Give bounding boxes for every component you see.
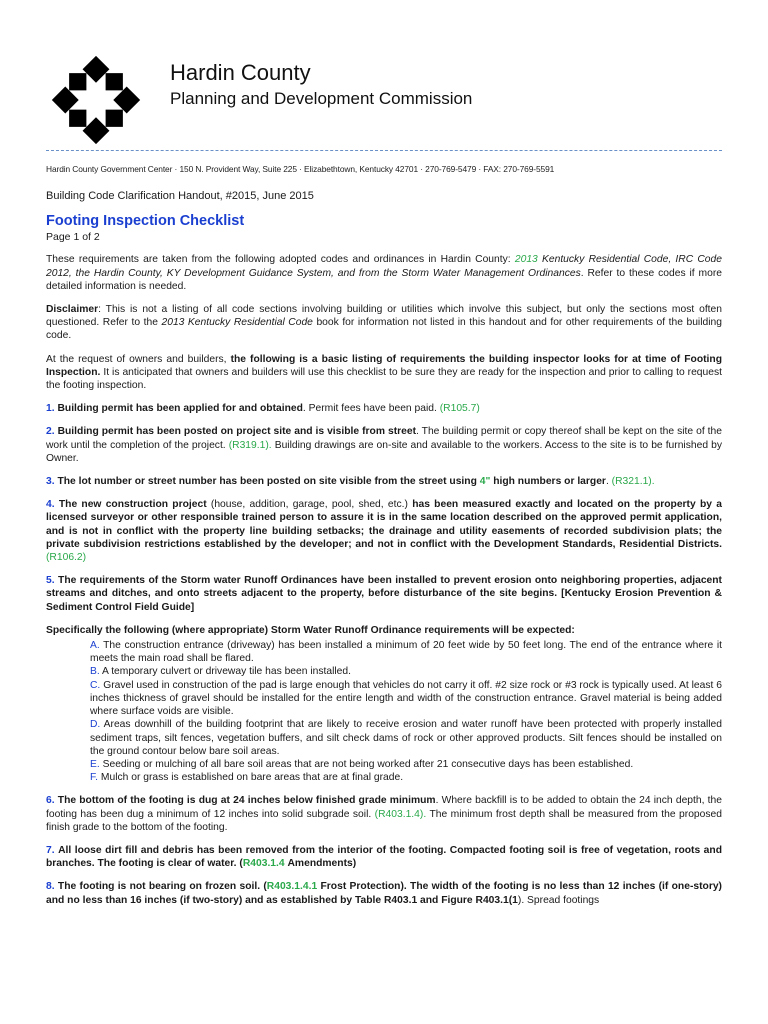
sublist-item: F. Mulch or grass is established on bare areas that are at final grade.	[90, 772, 404, 784]
sublist-item: A. The construction entrance (driveway) has been installed a minimum of 20 feet wide by 50 feet long. The end of the entrance where it meets the main road shall be flared.	[90, 640, 722, 665]
page-number: Page 1 of 2	[46, 231, 100, 244]
checklist-item-2: 2. Building permit has been posted on project site and is visible from street. The building permit or copy thereof shall be kept on the site of the work until the completion of the project. (R319.1). Building drawings are on-site and available to the workers. Access to the site is to be furnished by Owner.	[46, 426, 722, 464]
org-name: Hardin County	[170, 60, 311, 85]
request-paragraph: At the request of owners and builders, the following is a basic listing of requirements the building inspector looks for at time of Footing Inspection. It is anticipated that owners and builders will use this checklist to be sure they are ready for the inspection and prior to calling to request the footing inspection.	[46, 353, 722, 392]
county-logo-icon	[48, 52, 144, 148]
address-line: Hardin County Government Center · 150 N. Provident Way, Suite 225 · Elizabethtown, Kentucky 42701 · 270-769-5479 · FAX: 270-769-5591	[46, 164, 555, 174]
handout-label: Building Code Clarification Handout, #2015, June 2015	[46, 190, 314, 202]
storm-water-sublist	[90, 639, 722, 784]
checklist-item-8: 8. The footing is not bearing on frozen soil. (R403.1.4.1 Frost Protection). The width of the footing is no less than 12 inches (if one-story) and no less than 16 inches (if two-story) and as established by Table R403.1 and Figure R403.1(1). Spread footings	[46, 881, 722, 906]
code-year: 2013	[514, 254, 538, 266]
checklist-item-7: 7. All loose dirt fill and debris has been removed from the interior of the footing. Compacted footing soil is free of vegetation, roots and branches. The footing is clear of water. (R403.1.4 Amendments)	[46, 844, 722, 870]
checklist-item-5: 5. The requirements of the Storm water Runoff Ordinances have been installed to prevent erosion onto neighboring properties, adjacent streams and ditches, and onto streets adjacent to the property, before disturbance of the site begins. [Kentucky Erosion Prevention & Sediment Control Field Guide]	[46, 575, 722, 613]
sublist-item: B. A temporary culvert or driveway tile has been installed.	[90, 666, 351, 678]
disclaimer-paragraph: Disclaimer: This is not a listing of all code sections involving building or utilities which involve this subject, but only the sections most often questioned. Refer to the 2013 Kentucky Residential Code book for information not listed in this handout and for other requirements of the building code.	[46, 304, 722, 342]
document-title: Footing Inspection Checklist	[46, 213, 245, 230]
sublist-item: C. Gravel used in construction of the pad is large enough that vehicles do not carry it off. #2 size rock or #3 rock is typically used. At least 6 inches thickness of gravel should be installed for the entire length and width of the construction entrance. Gravel material is being added where surface voids are visible.	[90, 679, 722, 718]
checklist-item-6: 6. The bottom of the footing is dug at 24 inches below finished grade minimum. Where backfill is to be added to obtain the 24 inch depth, the footing has been dug a minimum of 12 inches into solid subgrade soil. (R403.1.4). The minimum frost depth shall be measured from the proposed finish grade to the bottom of the footing.	[46, 795, 722, 833]
intro-paragraph: These requirements are taken from the following adopted codes and ordinances in Hardin County: 2013 Kentucky Residential Code, IRC Code 2012, the Hardin County, KY Development Guidance System, and from the Storm Water Management Ordinances. Refer to these codes if more detailed information is needed.	[46, 254, 722, 292]
sublist-item: D. Areas downhill of the building footprint that are likely to receive erosion and water runoff have been protected with properly installed sediment traps, silt fences, vegetation buffers, and silt check dams of rock or other approved products. Silt fences should be installed on the ground contour below bare soil areas.	[90, 719, 722, 757]
storm-water-heading: Specifically the following (where appropriate) Storm Water Runoff Ordinance requirements will be expected:	[46, 624, 575, 636]
org-subtitle: Planning and Development Commission	[170, 89, 473, 108]
sublist-item: E. Seeding or mulching of all bare soil areas that are not being worked after 21 consecutive days has been established.	[90, 758, 634, 770]
checklist-item-1: 1. Building permit has been applied for and obtained. Permit fees have been paid. (R105.7)	[46, 403, 480, 415]
checklist-item-3: 3. The lot number or street number has been posted on site visible from the street using 4" high numbers or larger. (R321.1).	[46, 476, 655, 488]
checklist-item-4: 4. The new construction project (house, addition, garage, pool, shed, etc.) has been measured exactly and located on the property by a licensed surveyor or other responsible trained person to assure it is in the same location described on the approved permit application, and is not in conflict with the property line building setbacks; the drainage and utility easements of recorded subdivision plats; the private subdivision restrictions established by the developer; and not in conflict with the Development Standards, Residential Districts. (R106.2)	[46, 499, 722, 564]
document-body	[46, 190, 722, 917]
header-divider	[46, 150, 722, 151]
